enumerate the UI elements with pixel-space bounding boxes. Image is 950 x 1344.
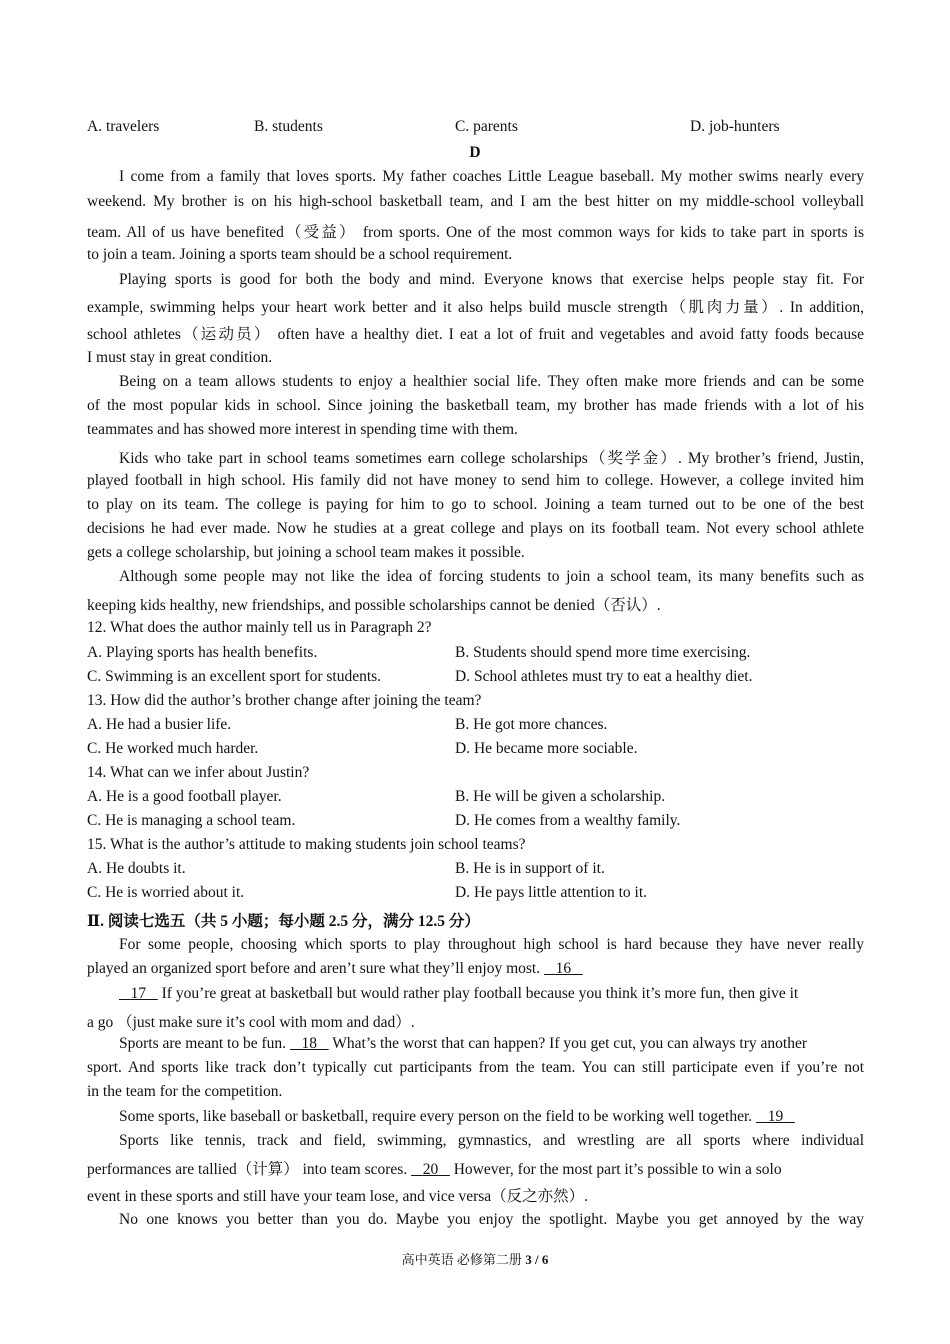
passage-line: to join a team. Joining a sports team should be a school requirement.	[87, 246, 513, 263]
question-stem: 15. What is the author’s attitude to making students join school teams?	[87, 836, 526, 853]
choice-a: A. He is a good football player.	[87, 788, 282, 805]
passage-text: However, for the most part it’s possible to win a solo	[453, 1161, 782, 1178]
passage-line: event in these sports and still have your team lose, and vice versa（反之亦然）.	[87, 1188, 589, 1205]
passage-line	[87, 1157, 864, 1179]
passage-line: gets a college scholarship, but joining a school team makes it possible.	[87, 544, 525, 561]
passage-line: For some people, choosing which sports to play throughout high school is hard because they have never really	[119, 936, 864, 953]
blank-number: 17	[130, 985, 147, 1002]
passage-text: played an organized sport before and aren’t sure what they’ll enjoy most.	[87, 960, 541, 977]
page-number: 3	[525, 1252, 532, 1267]
passage-line: of the most popular kids in school. Since joining the basketball team, my brother has made friends with a lot of his	[87, 397, 864, 414]
passage-line	[87, 960, 864, 978]
section-heading: Ⅱ. 阅读七选五（共 5 小题；每小题 2.5 分，满分 12.5 分）	[87, 913, 480, 930]
passage-line	[119, 1108, 864, 1126]
passage-line: decisions he had ever made. Now he studies at a great college and plays on its football team. Not every school athlete	[87, 520, 864, 537]
choice-b: B. Students should spend more time exercising.	[455, 644, 751, 661]
passage-text: What’s the worst that can happen? If you get cut, you can always try another	[332, 1035, 807, 1052]
blank-19[interactable]	[756, 1108, 795, 1125]
blank-number: 16	[555, 960, 572, 977]
question-stem: 12. What does the author mainly tell us in Paragraph 2?	[87, 619, 432, 636]
choice-b: B. He will be given a scholarship.	[455, 788, 666, 805]
passage-line: a go （just make sure it’s cool with mom and dad）.	[87, 1014, 415, 1031]
footer-text: 高中英语 必修第二册	[401, 1252, 522, 1267]
passage-line	[119, 985, 864, 1003]
choice-d: D. He pays little attention to it.	[455, 884, 647, 901]
blank-16[interactable]	[544, 960, 583, 977]
passage-line: played football in high school. His family did not have money to send him to college. However, a college invited him	[87, 472, 864, 489]
passage-line: Being on a team allows students to enjoy a healthier social life. They often make more friends and can be some	[119, 373, 864, 390]
choice-a: A. Playing sports has health benefits.	[87, 644, 318, 661]
passage-line: Sports like tennis, track and field, swimming, gymnastics, and wrestling are all sports where individual	[119, 1132, 864, 1149]
passage-line: Although some people may not like the idea of forcing students to join a school team, its many benefits such as	[119, 568, 864, 585]
option-b: B. students	[254, 118, 323, 135]
passage-text: performances are tallied（计算） into team scores.	[87, 1161, 408, 1178]
option-a: A. travelers	[87, 118, 160, 135]
blank-number: 18	[301, 1035, 318, 1052]
option-d: D. job‑hunters	[690, 118, 780, 135]
passage-line: keeping kids healthy, new friendships, and possible scholarships cannot be denied（否认）.	[87, 597, 661, 614]
option-c: C. parents	[455, 118, 518, 135]
section-letter: D	[469, 144, 481, 161]
passage-line: Kids who take part in school teams sometimes earn college scholarships（奖学金）. My brother’s friend, Justin,	[119, 450, 864, 467]
passage-line: team. All of us have benefited（受益） from sports. One of the most common ways for kids to take part in sports is	[87, 224, 864, 241]
choice-b: B. He got more chances.	[455, 716, 608, 733]
passage-line: to play on its team. The college is paying for him to go to school. Joining a team turned out to be one of the best	[87, 496, 864, 513]
page-separator: /	[534, 1252, 539, 1267]
choice-c: C. He is worried about it.	[87, 884, 245, 901]
choice-d: D. School athletes must try to eat a healthy diet.	[455, 668, 753, 685]
passage-line: example, swimming helps your heart work better and it also helps build muscle strength（肌肉力量）. In addition,	[87, 299, 864, 316]
choice-c: C. He worked much harder.	[87, 740, 259, 757]
passage-text: If you’re great at basketball but would rather play football because you think it’s more fun, then give it	[161, 985, 799, 1002]
passage-line: teammates and has showed more interest in spending time with them.	[87, 421, 518, 438]
choice-a: A. He doubts it.	[87, 860, 186, 877]
passage-line	[119, 1035, 864, 1053]
blank-number: 19	[767, 1108, 784, 1125]
passage-line: I come from a family that loves sports. My father coaches Little League baseball. My mother swims nearly every	[119, 168, 864, 185]
passage-text: Sports are meant to be fun.	[119, 1035, 287, 1052]
passage-line: school athletes（运动员） often have a healthy diet. I eat a lot of fruit and vegetables and avoid fatty foods because	[87, 326, 864, 343]
choice-a: A. He had a busier life.	[87, 716, 232, 733]
passage-line: I must stay in great condition.	[87, 349, 273, 366]
passage-line: No one knows you better than you do. Maybe you enjoy the spotlight. Maybe you get annoyed by the way	[119, 1211, 864, 1228]
page-footer	[0, 1249, 950, 1268]
blank-number: 20	[422, 1161, 439, 1178]
blank-17[interactable]	[119, 985, 158, 1002]
choice-c: C. He is managing a school team.	[87, 812, 296, 829]
choice-d: D. He became more sociable.	[455, 740, 638, 757]
choice-b: B. He is in support of it.	[455, 860, 605, 877]
blank-20[interactable]	[411, 1161, 450, 1178]
choice-d: D. He comes from a wealthy family.	[455, 812, 681, 829]
choice-c: C. Swimming is an excellent sport for students.	[87, 668, 382, 685]
blank-18[interactable]	[290, 1035, 329, 1052]
question-stem: 14. What can we infer about Justin?	[87, 764, 310, 781]
passage-text: Some sports, like baseball or basketball, require every person on the field to be working well together.	[119, 1108, 753, 1125]
passage-line: in the team for the competition.	[87, 1083, 283, 1100]
passage-line: Playing sports is good for both the body and mind. Everyone knows that exercise helps people stay fit. For	[119, 271, 864, 288]
passage-line: sport. And sports like track don’t typically cut participants from the team. You can still participate even if you’re not	[87, 1059, 864, 1076]
question-stem: 13. How did the author’s brother change after joining the team?	[87, 692, 482, 709]
page-total: 6	[541, 1252, 549, 1267]
passage-line: weekend. My brother is on his high-school basketball team, and I am the best hitter on my middle‑school volleyball	[87, 193, 864, 210]
